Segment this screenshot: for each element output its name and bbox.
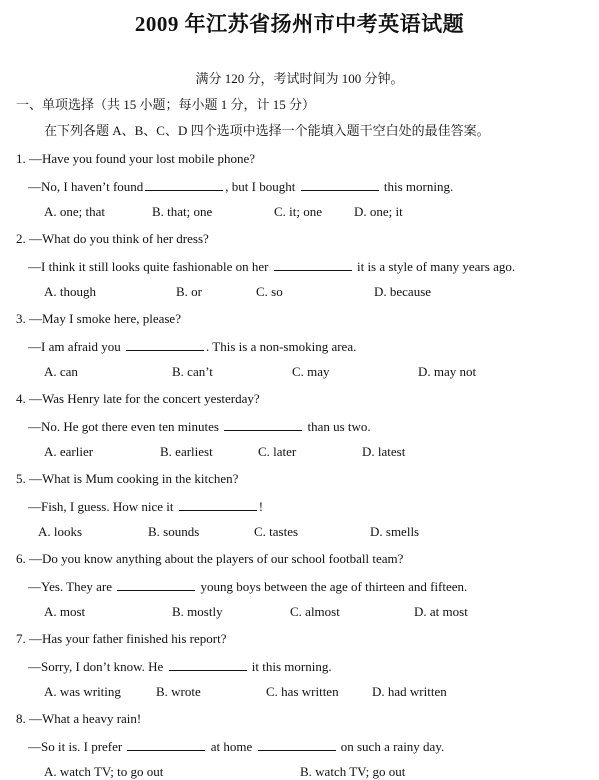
option-a: A. one; that [44,204,106,219]
answer-text: —Yes. They are [28,579,113,594]
answer-blank [145,178,223,191]
answer-text: —No, I haven’t found [28,179,144,194]
option-d: D. latest [362,444,406,459]
option-c: C. tastes [254,524,299,539]
answer-text: than us two. [307,419,371,434]
answer-text: young boys between the age of thirteen and fifteen. [200,579,468,594]
answer-text: on such a rainy day. [340,739,445,754]
answer-text: —Sorry, I don’t know. He [28,659,164,674]
answer-blank [117,578,195,591]
answer-text: —I am afraid you [28,339,121,354]
option-a: A. most [44,604,86,619]
option-b: B. watch TV; go out [300,764,406,779]
option-d: D. had written [372,684,447,699]
answer-line-6 [28,578,467,595]
page-title: 2009 年江苏省扬州市中考英语试题 [134,12,465,36]
option-b: B. that; one [152,204,213,219]
question-7: 7. —Has your father finished his report? [16,631,227,646]
option-d: D. because [374,284,432,299]
question-4: 4. —Was Henry late for the concert yesterday? [16,391,260,406]
question-8: 8. —What a heavy rain! [16,711,142,726]
answer-text: , but I bought [225,179,296,194]
option-a: A. can [44,364,78,379]
option-c: C. so [256,284,283,299]
answer-text: —I think it still looks quite fashionable on her [28,259,269,274]
answer-blank [258,738,336,751]
answer-line-2 [28,258,515,275]
answer-text: ! [258,499,264,514]
answer-text: —So it is. I prefer [28,739,123,754]
question-1: 1. —Have you found your lost mobile phone? [16,151,256,166]
answer-text: this morning. [383,179,454,194]
option-d: D. at most [414,604,468,619]
option-d: D. one; it [354,204,403,219]
question-2: 2. —What do you think of her dress? [16,231,209,246]
option-c: C. it; one [274,204,323,219]
answer-line-8 [28,738,444,755]
answer-line-5 [28,498,263,515]
answer-text: . This is a non-smoking area. [206,339,357,354]
answer-text: it is a style of many years ago. [356,259,516,274]
answer-text: —No. He got there even ten minutes [28,419,219,434]
answer-blank [126,338,204,351]
option-a: A. was writing [44,684,121,699]
option-d: D. smells [370,524,420,539]
answer-blank [169,658,247,671]
option-b: B. can’t [172,364,213,379]
answer-line-7 [28,658,332,675]
option-b: B. sounds [148,524,200,539]
option-b: B. mostly [172,604,223,619]
option-d: D. may not [418,364,477,379]
option-c: C. later [258,444,297,459]
section-instruction: 在下列各题 A、B、C、D 四个选项中选择一个能填入题干空白处的最佳答案。 [44,123,490,138]
answer-line-4 [28,418,371,435]
answer-blank [301,178,379,191]
option-a: A. looks [38,524,83,539]
option-a: A. watch TV; to go out [44,764,164,779]
answer-text: —Fish, I guess. How nice it [28,499,174,514]
option-b: B. or [176,284,202,299]
option-a: A. earlier [44,444,94,459]
answer-text: it this morning. [251,659,332,674]
option-c: C. almost [290,604,340,619]
question-6: 6. —Do you know anything about the players of our school football team? [16,551,404,566]
option-c: C. has written [266,684,339,699]
exam-info: 满分 120 分，考试时间为 100 分钟。 [195,71,404,86]
answer-line-1 [28,178,453,195]
answer-blank [179,498,257,511]
answer-blank [274,258,352,271]
question-3: 3. —May I smoke here, please? [16,311,181,326]
section-heading: 一、单项选择（共 15 小题；每小题 1 分，计 15 分） [16,97,316,112]
option-a: A. though [44,284,96,299]
answer-text: at home [210,739,253,754]
option-c: C. may [292,364,330,379]
answer-blank [224,418,302,431]
answer-line-3 [28,338,356,355]
option-b: B. wrote [156,684,201,699]
question-5: 5. —What is Mum cooking in the kitchen? [16,471,239,486]
answer-blank [127,738,205,751]
option-b: B. earliest [160,444,213,459]
